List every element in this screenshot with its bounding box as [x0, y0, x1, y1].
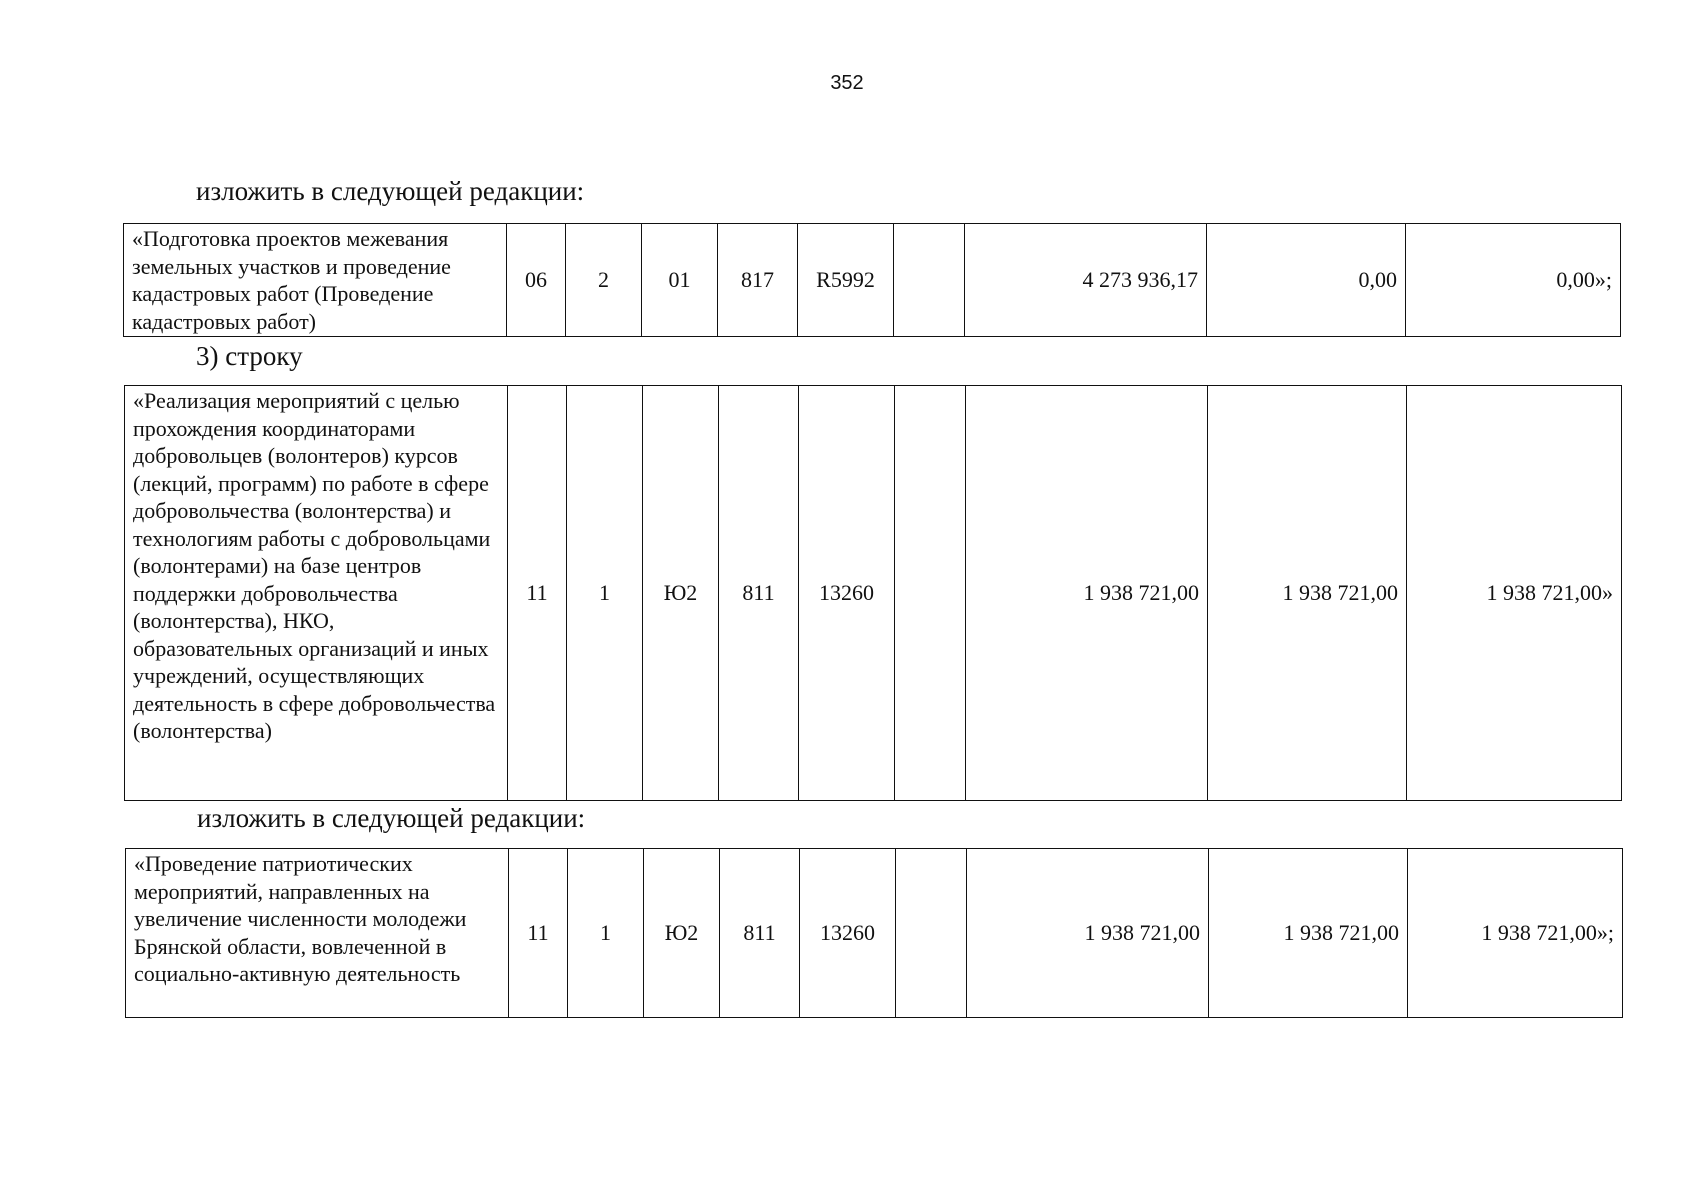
expense-type-code: [894, 224, 965, 337]
page-number: 352: [830, 72, 864, 94]
amount-year-3: 1 938 721,00»: [1407, 386, 1622, 801]
amount-year-2: 1 938 721,00: [1209, 849, 1408, 1018]
amount-year-3: 0,00»;: [1406, 224, 1621, 337]
table-row: [126, 849, 1623, 1018]
section-code: 11: [509, 849, 568, 1018]
amount-year-1: 1 938 721,00: [967, 849, 1209, 1018]
paragraph-amend-intro-2: изложить в следующей редакции:: [197, 803, 586, 833]
program-code: 1: [567, 386, 643, 801]
table-row: [124, 224, 1621, 337]
amount-year-1: 4 273 936,17: [965, 224, 1207, 337]
budget-table-3: [125, 848, 1623, 1018]
budget-table-1: [123, 223, 1621, 337]
paragraph-row-number: 3) строку: [196, 341, 303, 371]
target-article-code: R5992: [798, 224, 894, 337]
subprogram-code: Ю2: [643, 386, 719, 801]
budget-table-2: [124, 385, 1622, 801]
expense-type-code: [896, 849, 967, 1018]
ministry-code: 811: [720, 849, 800, 1018]
ministry-code: 811: [719, 386, 799, 801]
target-article-code: 13260: [800, 849, 896, 1018]
amount-year-3: 1 938 721,00»;: [1408, 849, 1623, 1018]
row-description: «Подготовка проектов межевания земельных участков и проведение кадастровых работ (Проведение кадастровых работ): [124, 224, 507, 337]
amount-year-1: 1 938 721,00: [966, 386, 1208, 801]
expense-type-code: [895, 386, 966, 801]
program-code: 2: [566, 224, 642, 337]
section-code: 11: [508, 386, 567, 801]
amount-year-2: 1 938 721,00: [1208, 386, 1407, 801]
table-row: [125, 386, 1622, 801]
subprogram-code: Ю2: [644, 849, 720, 1018]
program-code: 1: [568, 849, 644, 1018]
amount-year-2: 0,00: [1207, 224, 1406, 337]
row-description: «Проведение патриотических мероприятий, направленных на увеличение численности молодежи Брянской области, вовлеченной в социально-активную деятельность: [126, 849, 509, 1018]
paragraph-amend-intro: изложить в следующей редакции:: [196, 176, 585, 206]
section-code: 06: [507, 224, 566, 337]
ministry-code: 817: [718, 224, 798, 337]
subprogram-code: 01: [642, 224, 718, 337]
target-article-code: 13260: [799, 386, 895, 801]
row-description: «Реализация мероприятий с целью прохождения координаторами добровольцев (волонтеров) курсов (лекций, программ) по работе в сфере добровольчества (волонтерства) и технологиям работы с добровольцами (волонтерами) на базе центров поддержки добровольчества (волонтерства), НКО, образовательных организаций и иных учреждений, осуществляющих деятельность в сфере добровольчества (волонтерства): [125, 386, 508, 801]
